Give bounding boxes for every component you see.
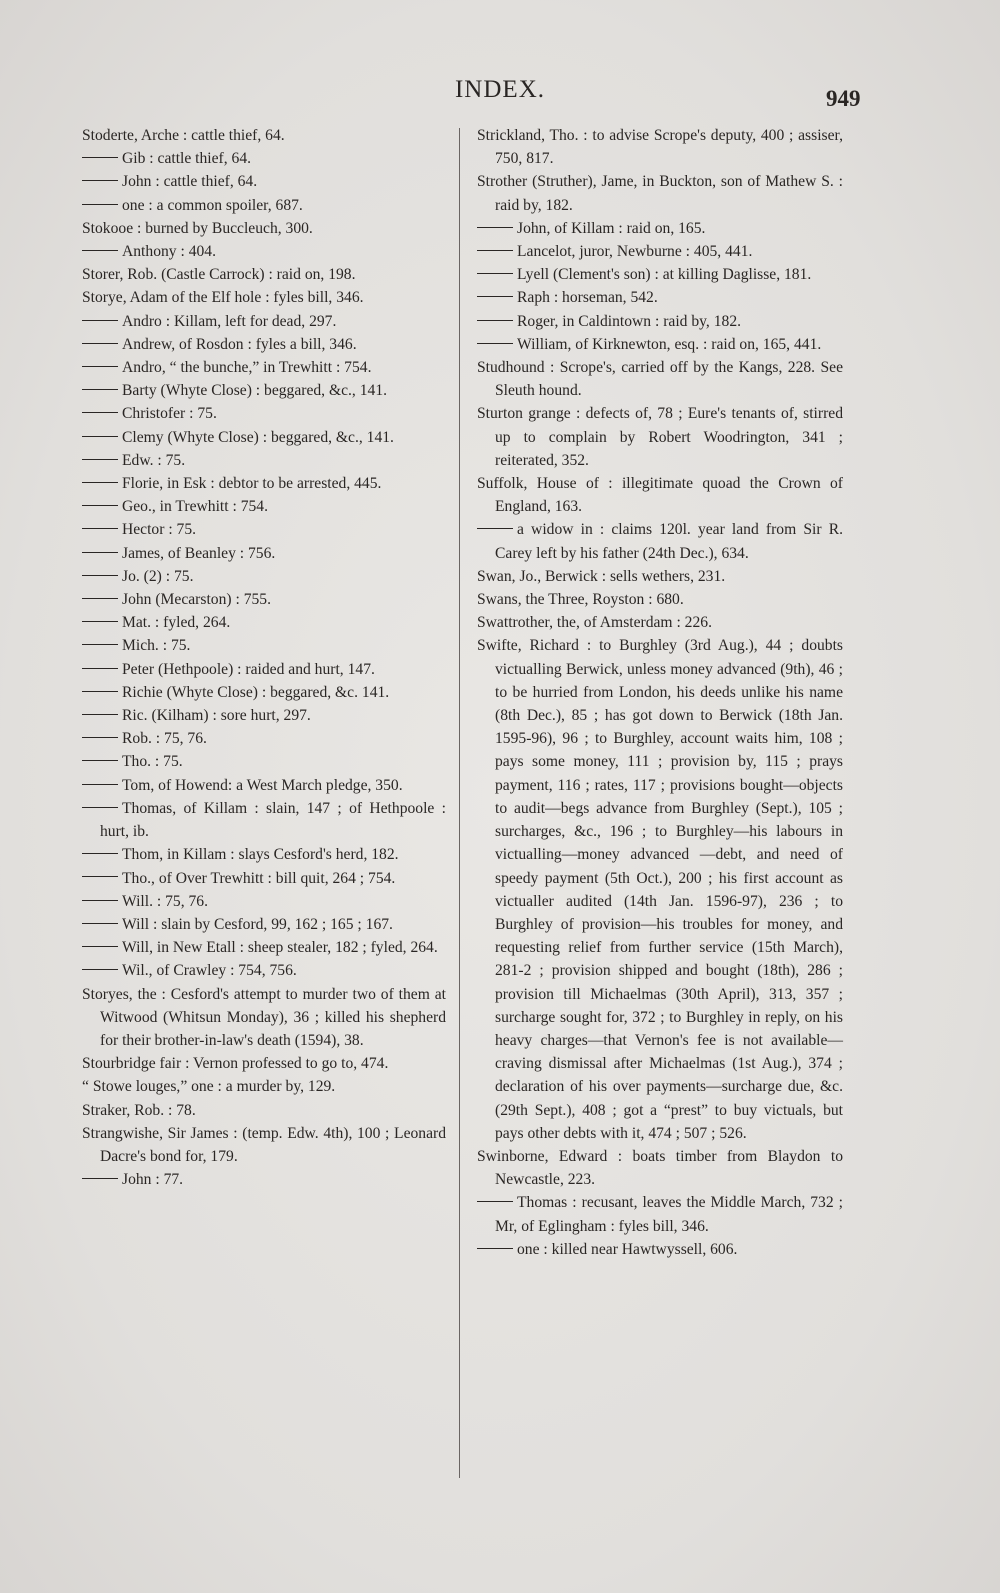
ditto-dash [82, 900, 118, 901]
index-subentry [82, 518, 446, 541]
ditto-dash [82, 157, 118, 158]
index-entry [477, 588, 843, 611]
index-column-right [477, 124, 843, 1261]
ditto-dash [82, 853, 118, 854]
index-subentry [82, 797, 446, 843]
index-subentry [82, 611, 446, 634]
ditto-dash [82, 969, 118, 970]
entry-text: Strother (Struther), Jame, in Buckton, son of Mathew S. : raid by, 182. [477, 173, 843, 214]
entry-text: Hector : 75. [122, 521, 197, 539]
entry-text: Lyell (Clement's son) : at killing Daglisse, 181. [517, 266, 812, 284]
ditto-dash [82, 320, 118, 321]
entry-text: Jo. (2) : 75. [122, 567, 194, 585]
index-subentry [82, 565, 446, 588]
ditto-dash [82, 250, 118, 251]
index-entry [477, 565, 843, 588]
entry-text: Will. : 75, 76. [122, 892, 209, 910]
ditto-dash [82, 691, 118, 692]
index-subentry [82, 310, 446, 333]
ditto-dash [82, 343, 118, 344]
index-subentry [82, 426, 446, 449]
entry-text: Peter (Hethpoole) : raided and hurt, 147. [122, 660, 375, 678]
ditto-dash [82, 552, 118, 553]
entry-text: Raph : horseman, 542. [517, 289, 658, 307]
entry-text: Richie (Whyte Close) : beggared, &c. 141. [122, 683, 390, 701]
entry-text: Storer, Rob. (Castle Carrock) : raid on, 198. [82, 266, 356, 284]
ditto-dash [477, 1201, 513, 1202]
entry-text: Andro, “ the bunche,” in Trewhitt : 754. [122, 359, 372, 377]
ditto-dash [82, 482, 118, 483]
index-subentry [82, 750, 446, 773]
ditto-dash [477, 343, 513, 344]
index-subentry [82, 588, 446, 611]
ditto-dash [82, 807, 118, 808]
ditto-dash [82, 714, 118, 715]
entry-text: Swinborne, Edward : boats timber from Blaydon to Newcastle, 223. [477, 1147, 843, 1189]
entry-text: Swifte, Richard : to Burghley (3rd Aug.), 44 ; doubts victualling Berwick, unless money advanced (9th), 46 ; to be hurried from London, his deeds unlike his name (8th Dec.), 85 ; has got down to Berwick (18th Jan. 1595-96), 96 ; to Burghley, account waits him, 108 ; pays some money, 111 ; provision by, 115 ; prays payment, 116 ; rates, 117 ; provisions bought—objects to audit—begs advance from Burghley (Sept.), 105 ; surcharges, &c., 196 ; to Burghley—his labours in victualling—money advanced —debt, and need of speedy payment (5th Oct.), 200 ; his first account as victualler audited (14th Jan. 1596-97), 236 ; to Burghley of provision—his troubles for money, and requesting relief from further service (15th March), 281-2 ; provision shipped and bought (18th), 286 ; provision till Michaelmas (30th April), 313, 357 ; surcharge sought for, 372 ; to Burghley in reply, on his heavy charges—that Vernon's fee is not available—craving dismissal after Michaelmas (1st Aug.), 374 ; declaration of his over payments—surcharge due, &c. (29th Sept.), 408 ; got a “prest” to buy victuals, but pays other debts with it, 474 ; 507 ; 526. [477, 637, 843, 1142]
index-subentry [82, 495, 446, 518]
entry-text: a widow in : claims 120l. year land from Sir R. Carey left by his father (24th Dec.), 634. [495, 521, 843, 562]
entry-text: Geo., in Trewhitt : 754. [122, 498, 268, 516]
entry-text: Stoderte, Arche : cattle thief, 64. [82, 127, 285, 144]
column-divider [459, 128, 460, 1478]
entry-text: Tho. : 75. [122, 753, 183, 771]
ditto-dash [82, 644, 118, 645]
ditto-dash [82, 575, 118, 576]
index-entry [82, 983, 446, 1053]
entry-text: Ric. (Kilham) : sore hurt, 297. [122, 707, 311, 725]
index-subentry [82, 634, 446, 657]
entry-text: Mich. : 75. [122, 637, 191, 655]
ditto-dash [477, 1248, 513, 1249]
entry-text: John : 77. [122, 1171, 184, 1189]
entry-text: Swan, Jo., Berwick : sells wethers, 231. [477, 567, 726, 585]
entry-text: Studhound : Scrope's, carried off by the Kangs, 228. See Sleuth hound. [477, 359, 843, 400]
index-subentry [477, 286, 843, 309]
index-subentry [82, 542, 446, 565]
index-entry [82, 1122, 446, 1168]
ditto-dash [477, 250, 513, 251]
index-subentry [477, 1238, 843, 1261]
index-subentry [82, 1168, 446, 1191]
index-subentry [82, 959, 446, 982]
entry-text: Lancelot, juror, Newburne : 405, 441. [517, 243, 753, 261]
ditto-dash [477, 528, 513, 529]
index-subentry [82, 194, 446, 217]
index-subentry [477, 518, 843, 564]
index-entry [82, 263, 446, 286]
entry-text: Anthony : 404. [122, 243, 216, 261]
ditto-dash [82, 784, 118, 785]
entry-text: Andro : Killam, left for dead, 297. [122, 312, 337, 330]
index-entry [477, 402, 843, 472]
index-subentry [82, 727, 446, 750]
index-subentry [477, 310, 843, 333]
ditto-dash [477, 227, 513, 228]
entry-text: Andrew, of Rosdon : fyles a bill, 346. [122, 335, 357, 353]
entry-text: Suffolk, House of : illegitimate quoad the Crown of England, 163. [477, 475, 843, 516]
index-subentry [477, 333, 843, 356]
entry-text: Will : slain by Cesford, 99, 162 ; 165 ; 167. [122, 915, 393, 933]
running-head-title: INDEX. [454, 76, 545, 103]
entry-text: one : a common spoiler, 687. [122, 196, 303, 214]
entry-text: John (Mecarston) : 755. [122, 591, 271, 609]
entry-text: Mat. : fyled, 264. [122, 614, 231, 632]
index-subentry [82, 147, 446, 170]
ditto-dash [82, 621, 118, 622]
ditto-dash [82, 389, 118, 390]
ditto-dash [477, 296, 513, 297]
index-entry [477, 472, 843, 518]
index-subentry [82, 658, 446, 681]
entry-text: Tho., of Over Trewhitt : bill quit, 264 ; 754. [122, 869, 396, 887]
entry-text: John, of Killam : raid on, 165. [517, 219, 706, 237]
index-subentry [477, 1191, 843, 1237]
ditto-dash [82, 737, 118, 738]
ditto-dash [82, 1178, 118, 1179]
ditto-dash [82, 528, 118, 529]
entry-text: Strangwishe, Sir James : (temp. Edw. 4th), 100 ; Leonard Dacre's bond for, 179. [82, 1124, 446, 1165]
index-entry [82, 1052, 446, 1075]
entry-text: James, of Beanley : 756. [122, 544, 276, 562]
ditto-dash [82, 598, 118, 599]
index-subentry [82, 240, 446, 263]
index-subentry [477, 217, 843, 240]
entry-text: Edw. : 75. [122, 451, 186, 469]
ditto-dash [477, 320, 513, 321]
index-subentry [82, 402, 446, 425]
entry-text: Christofer : 75. [122, 405, 217, 423]
ditto-dash [82, 204, 118, 205]
entry-text: Thomas, of Killam : slain, 147 ; of Hethpoole : hurt, ib. [100, 799, 446, 841]
index-subentry [82, 681, 446, 704]
entry-text: Swans, the Three, Royston : 680. [477, 591, 684, 609]
index-entry [82, 217, 446, 240]
ditto-dash [82, 668, 118, 669]
index-entry [82, 124, 446, 147]
entry-text: Barty (Whyte Close) : beggared, &c., 141. [122, 382, 388, 400]
index-subentry [82, 449, 446, 472]
index-subentry [477, 240, 843, 263]
index-subentry [477, 263, 843, 286]
index-entry [82, 286, 446, 309]
index-column-left [82, 124, 446, 1191]
entry-text: Straker, Rob. : 78. [82, 1101, 196, 1119]
index-subentry [82, 913, 446, 936]
entry-text: William, of Kirknewton, esq. : raid on, 165, 441. [517, 335, 822, 353]
index-subentry [82, 890, 446, 913]
index-subentry [82, 704, 446, 727]
entry-text: Strickland, Tho. : to advise Scrope's deputy, 400 ; assiser, 750, 817. [477, 127, 843, 168]
entry-text: one : killed near Hawtwyssell, 606. [517, 1240, 738, 1258]
entry-text: Thomas : recusant, leaves the Middle March, 732 ; Mr, of Eglingham : fyles bill, 346. [495, 1194, 843, 1235]
entry-text: Thom, in Killam : slays Cesford's herd, 182. [122, 846, 399, 864]
index-subentry [82, 774, 446, 797]
ditto-dash [82, 923, 118, 924]
entry-text: Clemy (Whyte Close) : beggared, &c., 141. [122, 428, 394, 446]
ditto-dash [82, 180, 118, 181]
entry-text: Roger, in Caldintown : raid by, 182. [517, 312, 742, 330]
entry-text: Storye, Adam of the Elf hole : fyles bill, 346. [82, 289, 364, 307]
entry-text: Will, in New Etall : sheep stealer, 182 ; fyled, 264. [122, 939, 438, 957]
index-subentry [82, 936, 446, 959]
index-entry [82, 1099, 446, 1122]
index-subentry [82, 867, 446, 890]
entry-text: Florie, in Esk : debtor to be arrested, 445. [122, 475, 382, 493]
ditto-dash [82, 459, 118, 460]
ditto-dash [82, 505, 118, 506]
index-entry [477, 170, 843, 216]
entry-text: Gib : cattle thief, 64. [122, 150, 252, 168]
entry-text: Sturton grange : defects of, 78 ; Eure's tenants of, stirred up to complain by Robert Woodrington, 341 ; reiterated, 352. [477, 405, 843, 469]
page-number: 949 [826, 86, 861, 111]
index-entry [477, 611, 843, 634]
ditto-dash [82, 760, 118, 761]
index-entry [477, 124, 843, 170]
entry-text: John : cattle thief, 64. [122, 173, 258, 191]
ditto-dash [82, 412, 118, 413]
index-subentry [82, 170, 446, 193]
index-entry [82, 1075, 446, 1098]
ditto-dash [82, 366, 118, 367]
index-subentry [82, 472, 446, 495]
ditto-dash [82, 946, 118, 947]
entry-text: Swattrother, the, of Amsterdam : 226. [477, 614, 712, 632]
ditto-dash [477, 273, 513, 274]
index-entry [477, 356, 843, 402]
index-subentry [82, 333, 446, 356]
entry-text: Tom, of Howend: a West March pledge, 350. [122, 776, 403, 794]
index-subentry [82, 843, 446, 866]
index-subentry [82, 379, 446, 402]
entry-text: Stokooe : burned by Buccleuch, 300. [82, 219, 313, 237]
ditto-dash [82, 876, 118, 877]
index-entry [477, 1145, 843, 1191]
entry-text: Storyes, the : Cesford's attempt to murder two of them at Witwood (Whitsun Monday), 36 ; killed his shepherd for their brother-in-law's death (1594), 38. [82, 985, 446, 1049]
entry-text: Rob. : 75, 76. [122, 730, 207, 748]
entry-text: Wil., of Crawley : 754, 756. [122, 962, 297, 980]
entry-text: “ Stowe louges,” one : a murder by, 129. [82, 1078, 336, 1096]
ditto-dash [82, 436, 118, 437]
entry-text: Stourbridge fair : Vernon professed to go to, 474. [82, 1055, 389, 1073]
index-subentry [82, 356, 446, 379]
index-entry [477, 634, 843, 1144]
